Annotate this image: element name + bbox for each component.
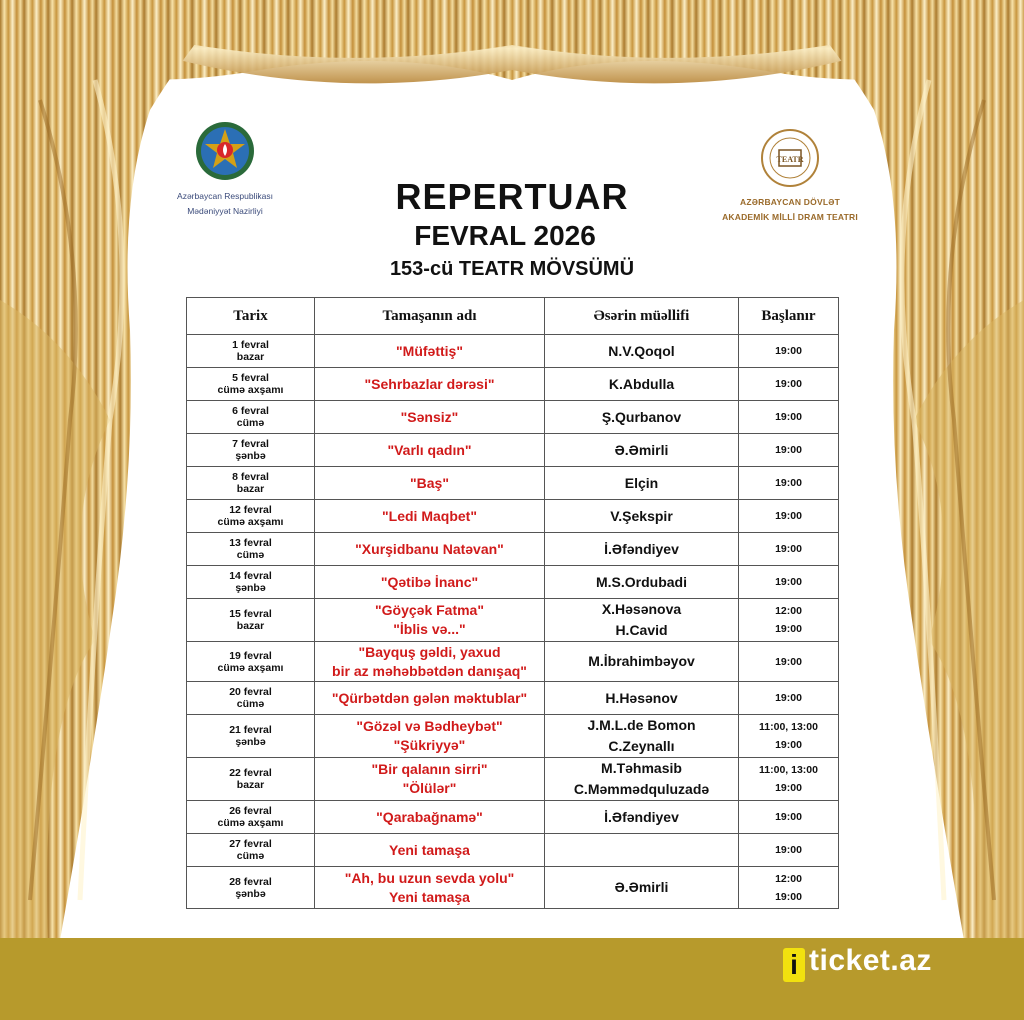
start-time-line: 19:00 [775, 782, 802, 794]
author [545, 434, 739, 467]
date-text: 20 fevral [229, 686, 272, 698]
start-time-line: 19:00 [775, 477, 802, 489]
repertoire-table [186, 297, 839, 909]
table-row [187, 834, 839, 867]
author [545, 758, 739, 801]
show-title-line: "Göyçək Fatma" [375, 602, 484, 618]
author [545, 867, 739, 909]
author-line: M.S.Ordubadi [596, 573, 687, 590]
show-title-line: "Xurşidbanu Natəvan" [355, 540, 504, 557]
table-row [187, 434, 839, 467]
author-line: M.Təhmasib [601, 760, 682, 776]
weekday-text: şənbə [235, 887, 266, 900]
theatre-caption-line2: AKADEMİK MİLLİ DRAM TEATRI [722, 212, 858, 222]
start-time-line: 19:00 [775, 623, 802, 635]
date-cell [187, 642, 315, 682]
show-title [315, 801, 545, 834]
date-text: 7 fevral [232, 438, 269, 450]
show-title-line: "Şükriyyə" [393, 737, 466, 753]
start-time [739, 599, 839, 642]
date-cell [187, 401, 315, 434]
show-title [315, 467, 545, 500]
table-row [187, 599, 839, 642]
date-text: 13 fevral [229, 537, 272, 549]
author-line: C.Məmmədquluzadə [573, 781, 710, 797]
weekday-text: cümə [236, 417, 265, 429]
national-emblem-icon [194, 120, 256, 182]
show-title-line: "Sənsiz" [400, 408, 459, 425]
start-time [739, 758, 839, 801]
show-title-line: "Ah, bu uzun sevda yolu" [344, 869, 515, 886]
start-time-line: 19:00 [775, 444, 802, 456]
weekday-text: cümə axşamı [217, 817, 284, 829]
date-text: 1 fevral [232, 339, 269, 351]
date-cell [187, 467, 315, 500]
table-row [187, 642, 839, 682]
author-line: K.Abdulla [608, 375, 675, 392]
author-line: H.Cavid [615, 622, 668, 638]
start-time-line: 19:00 [775, 655, 802, 668]
weekday-text: bazar [236, 351, 265, 363]
author [545, 533, 739, 566]
start-time [739, 401, 839, 434]
author-line: Ş.Qurbanov [601, 408, 682, 425]
start-time [739, 566, 839, 599]
date-text: 19 fevral [229, 649, 272, 662]
date-cell [187, 434, 315, 467]
table-row [187, 368, 839, 401]
date-cell [187, 715, 315, 758]
col-header-show: Tamaşanın adı [315, 298, 545, 335]
start-time [739, 434, 839, 467]
theatre-caption-line1: AZƏRBAYCAN DÖVLƏT [740, 197, 840, 207]
author [545, 715, 739, 758]
show-title-line: "Gözəl və Bədheybət" [356, 718, 503, 734]
date-cell [187, 368, 315, 401]
show-title-line: Yeni tamaşa [389, 888, 470, 905]
author [545, 682, 739, 715]
table-row [187, 758, 839, 801]
start-time [739, 533, 839, 566]
show-title-line: "Sehrbazlar dərəsi" [364, 375, 495, 392]
show-title [315, 834, 545, 867]
show-title-line: "Qətibə İnanc" [380, 573, 479, 590]
author-line: J.M.L.de Bomon [587, 717, 696, 733]
show-title [315, 566, 545, 599]
date-text: 8 fevral [232, 471, 269, 483]
start-time-line: 19:00 [775, 890, 802, 903]
table-row [187, 401, 839, 434]
show-title [315, 682, 545, 715]
weekday-text: cümə axşamı [217, 661, 284, 674]
author [545, 642, 739, 682]
date-cell [187, 599, 315, 642]
start-time [739, 368, 839, 401]
start-time [739, 867, 839, 909]
date-cell [187, 801, 315, 834]
start-time [739, 500, 839, 533]
ministry-caption-line1: Azərbaycan Respublikası [177, 191, 273, 201]
weekday-text: şənbə [235, 582, 266, 594]
date-cell [187, 758, 315, 801]
show-title [315, 533, 545, 566]
start-time-line: 19:00 [775, 692, 802, 704]
weekday-text: şənbə [235, 736, 266, 748]
author [545, 566, 739, 599]
show-title [315, 758, 545, 801]
author-line: M.İbrahimbəyov [588, 653, 695, 669]
ticket-brand-name: ticket.az [809, 944, 932, 977]
month-subtitle: FEVRAL 2026 [414, 220, 596, 251]
season-label: 153-cü TEATR MÖVSÜMÜ [389, 258, 635, 280]
author-line: Ə.Əmirli [614, 441, 669, 458]
author [545, 500, 739, 533]
show-title-line: "Baş" [410, 474, 449, 491]
show-title [315, 368, 545, 401]
date-text: 28 fevral [229, 875, 272, 888]
show-title [315, 715, 545, 758]
date-text: 12 fevral [229, 504, 272, 516]
author [545, 467, 739, 500]
date-cell [187, 867, 315, 909]
show-title-line: "Qarabağnamə" [376, 808, 483, 825]
show-title [315, 599, 545, 642]
author [545, 335, 739, 368]
start-time [739, 834, 839, 867]
author-line: Ə.Əmirli [614, 879, 669, 895]
col-header-time: Başlanır [739, 298, 839, 335]
col-header-date: Tarix [187, 298, 315, 335]
weekday-text: bazar [236, 483, 265, 495]
start-time-line: 19:00 [775, 510, 802, 522]
table-header-row [187, 298, 839, 335]
start-time [739, 801, 839, 834]
start-time-line: 19:00 [775, 576, 802, 588]
ticket-i-badge: i [783, 948, 805, 982]
show-title [315, 335, 545, 368]
author-line: İ.Əfəndiyev [604, 540, 679, 557]
table-row [187, 801, 839, 834]
author-line: İ.Əfəndiyev [604, 808, 679, 825]
ministry-caption-line2: Mədəniyyət Nazirliyi [187, 206, 263, 216]
date-text: 14 fevral [229, 570, 272, 582]
author-line: Elçin [624, 474, 659, 491]
show-title-line: "Bir qalanın sirri" [371, 761, 488, 777]
table-row [187, 715, 839, 758]
date-text: 5 fevral [232, 372, 269, 384]
author [545, 368, 739, 401]
author-line: V.Şekspir [610, 507, 673, 524]
date-cell [187, 834, 315, 867]
show-title [315, 401, 545, 434]
start-time-line: 19:00 [775, 411, 802, 423]
date-cell [187, 566, 315, 599]
author [545, 834, 739, 867]
show-title [315, 434, 545, 467]
author-line: X.Həsənova [601, 601, 682, 617]
weekday-text: cümə [236, 549, 265, 561]
start-time [739, 467, 839, 500]
weekday-text: cümə axşamı [217, 516, 284, 528]
show-title [315, 642, 545, 682]
start-time-line: 19:00 [775, 811, 802, 823]
start-time [739, 715, 839, 758]
date-cell [187, 500, 315, 533]
show-title-line: "Ölülər" [402, 780, 457, 796]
date-text: 15 fevral [229, 608, 272, 620]
author-line: H.Həsənov [605, 689, 678, 706]
date-cell [187, 335, 315, 368]
date-cell [187, 533, 315, 566]
table-row [187, 500, 839, 533]
show-title-line: Yeni tamaşa [389, 841, 470, 858]
start-time-line: 19:00 [775, 345, 802, 357]
show-title-line: "Qürbətdən gələn məktublar" [331, 689, 528, 706]
weekday-text: şənbə [235, 450, 266, 462]
start-time-line: 11:00, 13:00 [759, 721, 818, 733]
weekday-text: bazar [236, 779, 265, 791]
start-time [739, 682, 839, 715]
date-text: 6 fevral [232, 405, 269, 417]
date-text: 22 fevral [229, 767, 272, 779]
ticket-az-logo[interactable] [783, 938, 983, 988]
start-time-line: 11:00, 13:00 [759, 764, 818, 776]
start-time-line: 19:00 [775, 543, 802, 555]
start-time-line: 19:00 [775, 378, 802, 390]
start-time [739, 642, 839, 682]
page-title: REPERTUAR [395, 176, 629, 217]
table-row [187, 533, 839, 566]
start-time-line: 19:00 [775, 739, 802, 751]
table-row [187, 335, 839, 368]
show-title [315, 500, 545, 533]
show-title-line: "Ledi Maqbet" [382, 507, 477, 524]
author [545, 599, 739, 642]
weekday-text: cümə [236, 698, 265, 710]
date-text: 26 fevral [229, 805, 272, 817]
author [545, 401, 739, 434]
date-text: 21 fevral [229, 724, 272, 736]
table-row [187, 566, 839, 599]
table-row [187, 682, 839, 715]
weekday-text: cümə axşamı [217, 384, 284, 396]
weekday-text: cümə [236, 850, 265, 862]
table-row [187, 467, 839, 500]
start-time-line: 12:00 [775, 605, 802, 617]
col-header-author: Əsərin müəllifi [545, 298, 739, 335]
show-title-line: "Varlı qadın" [387, 441, 472, 458]
author [545, 801, 739, 834]
show-title [315, 867, 545, 909]
table-row [187, 867, 839, 909]
weekday-text: bazar [236, 620, 265, 632]
show-title-line: "İblis və..." [393, 621, 466, 637]
seal-text: TEATR [776, 155, 804, 164]
show-title-line: "Müfəttiş" [396, 342, 463, 359]
show-title-line: "Bayquş gəldi, yaxud [358, 643, 501, 660]
author-line: C.Zeynallı [608, 738, 675, 754]
show-title-line: bir az məhəbbətdən danışaq" [332, 662, 527, 679]
start-time [739, 335, 839, 368]
date-cell [187, 682, 315, 715]
table-body [187, 335, 839, 909]
start-time-line: 19:00 [775, 844, 802, 856]
date-text: 27 fevral [229, 838, 272, 850]
start-time-line: 12:00 [775, 872, 802, 885]
author-line: N.V.Qoqol [608, 342, 675, 359]
